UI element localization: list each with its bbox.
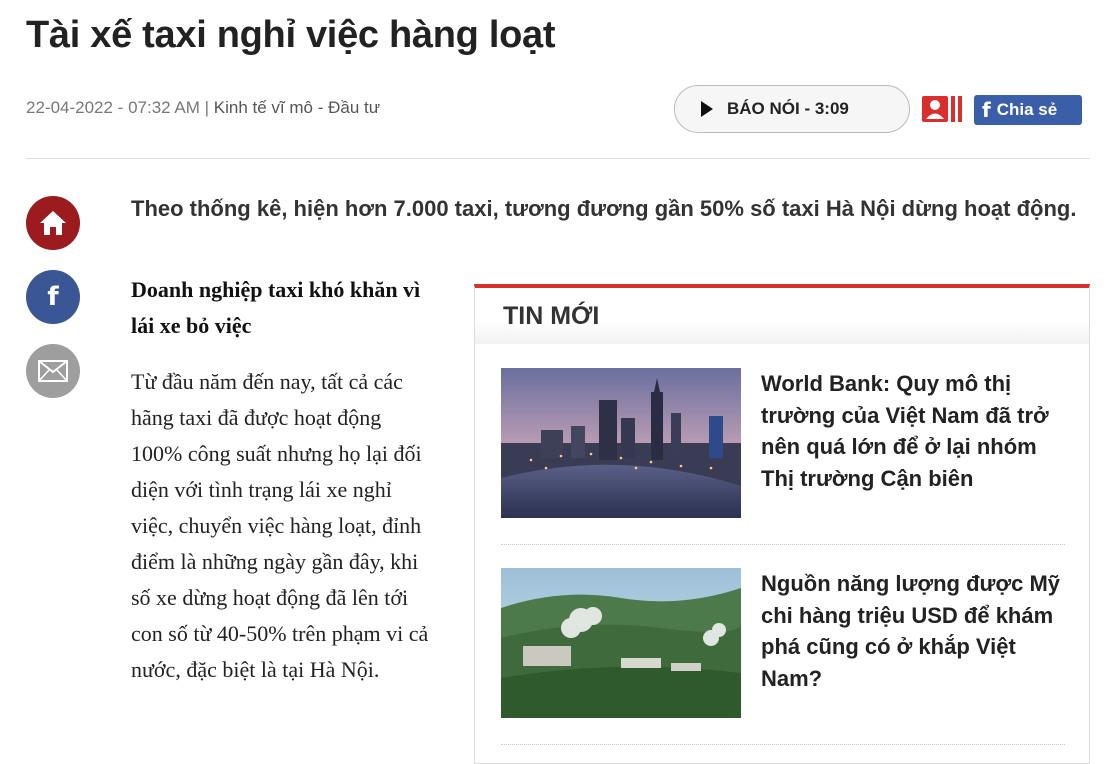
follow-author-button[interactable] — [922, 96, 966, 122]
meta-separator: | — [199, 98, 214, 117]
play-icon — [701, 101, 713, 117]
facebook-icon: f — [982, 98, 991, 122]
geothermal-plant-thumbnail[interactable] — [501, 568, 741, 718]
city-skyline-thumbnail[interactable] — [501, 368, 741, 518]
news-separator — [501, 544, 1065, 546]
audio-article-label: BÁO NÓI - 3:09 — [727, 99, 849, 118]
latest-news-heading: TIN MỚI — [475, 288, 1089, 344]
facebook-icon: f — [47, 282, 59, 312]
news-item-title[interactable]: Nguồn năng lượng được Mỹ chi hàng triệu USD để khám phá cũng có ở khắp Việt Nam? — [761, 571, 1061, 691]
share-label: Chia sẻ — [996, 100, 1058, 119]
article-lead: Theo thống kê, hiện hơn 7.000 taxi, tương đương gần 50% số taxi Hà Nội dừng hoạt động. — [131, 196, 1077, 221]
home-icon — [38, 209, 68, 237]
author-follow-icon — [922, 96, 966, 122]
news-item-title[interactable]: World Bank: Quy mô thị trường của Việt Nam đã trở nên quá lớn để ở lại nhóm Thị trường Cận biên — [761, 371, 1049, 491]
article-body: Từ đầu năm đến nay, tất cả các hãng taxi đã được hoạt động 100% công suất nhưng họ lại đối diện với tình trạng lái xe nghỉ việc, chuyển việc hàng loạt, đỉnh điểm là những ngày gần đây, khi số xe dừng hoạt động đã lên tới con số từ 40-50% trên phạm vi cả nước, đặc biệt là tại Hà Nội. — [131, 369, 429, 682]
mail-icon — [38, 360, 68, 382]
section-subheading: Doanh nghiệp taxi khó khăn vì lái xe bỏ việc — [131, 277, 421, 338]
article-category-link[interactable]: Kinh tế vĩ mô - Đầu tư — [213, 98, 381, 117]
facebook-share-button[interactable] — [974, 95, 1082, 125]
latest-news-box — [474, 284, 1090, 764]
news-separator — [501, 744, 1065, 746]
email-share-button[interactable] — [26, 344, 80, 398]
article-meta — [26, 98, 380, 118]
article-date: 22-04-2022 - 07:32 AM — [26, 98, 200, 117]
article-title: Tài xế taxi nghỉ việc hàng loạt — [26, 14, 556, 56]
home-button[interactable] — [26, 196, 80, 250]
facebook-share-side-button[interactable] — [26, 270, 80, 324]
audio-article-button[interactable] — [674, 85, 910, 133]
header-divider — [26, 158, 1090, 159]
